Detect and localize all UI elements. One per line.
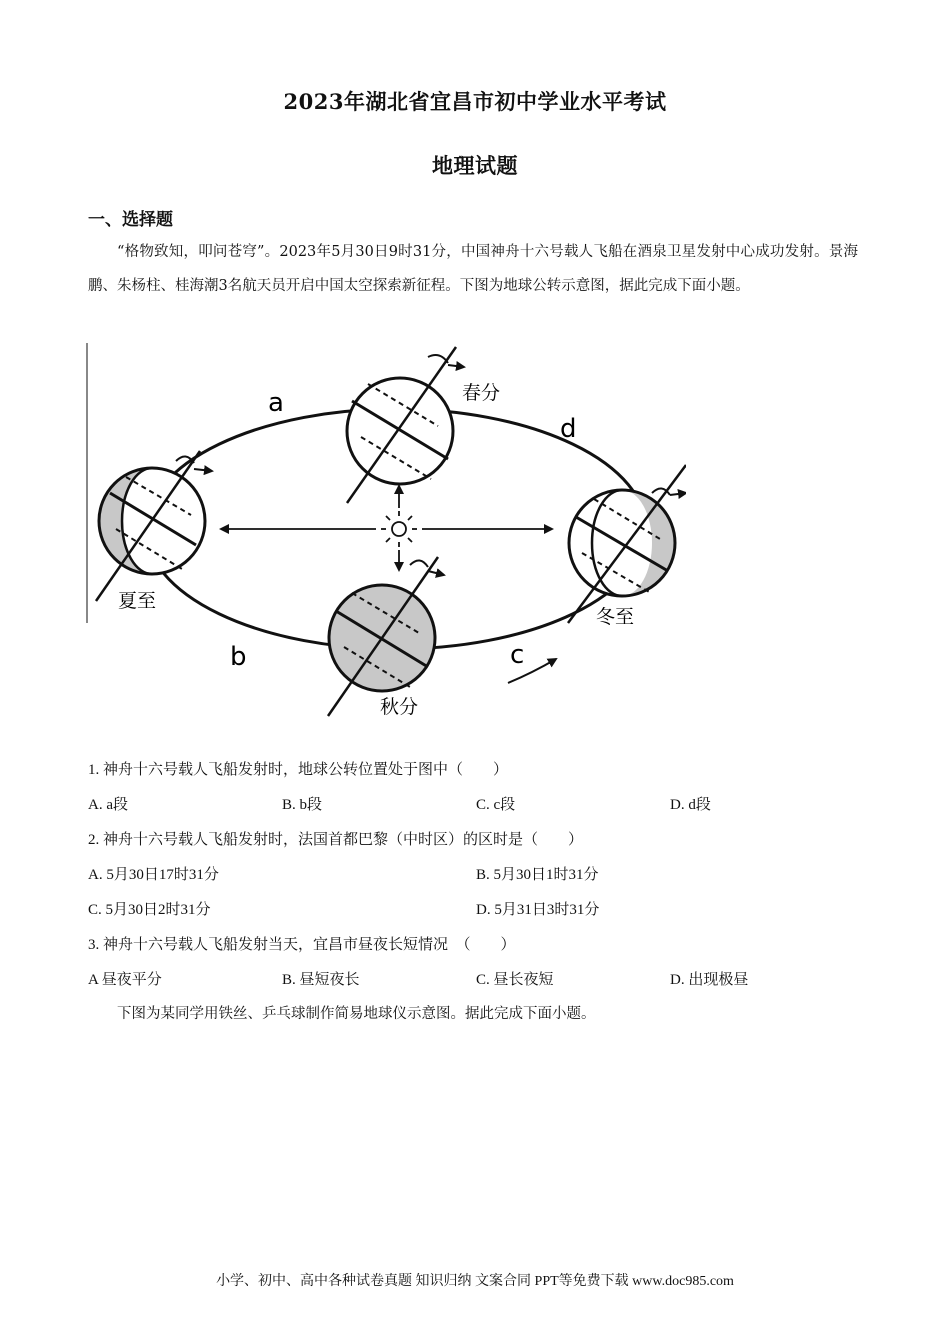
label-summer-solstice: 夏至 [118, 590, 157, 612]
label-spring-equinox: 春分 [462, 382, 501, 404]
question-3-option-a: A 昼夜平分 [88, 972, 162, 988]
intro-paragraph: “格物致知，叩问苍穹”。2023年5月30日9时31分，中国神舟十六号载人飞船在酒泉卫星发射中心成功发射。景海鹏、朱杨柱、桂海潮3名航天员开启中国太空探索新征程。下图为地球公转示意图，据此完成下面小题。 [88, 244, 858, 294]
page-footer: 小学、初中、高中各种试卷真题 知识归纳 文案合同 PPT等免费下载 www.doc985.com [216, 1274, 734, 1289]
label-d: d [560, 414, 577, 444]
question-2-option-d: D. 5月31日3时31分 [476, 902, 600, 918]
label-c: c [510, 640, 525, 670]
question-2-option-b: B. 5月30日1时31分 [476, 867, 599, 883]
label-b: b [230, 642, 247, 672]
question-3-option-b: B. 昼短夜长 [282, 972, 360, 988]
exam-title: 2023年湖北省宜昌市初中学业水平考试 [283, 89, 667, 114]
question-1-option-a: A. a段 [88, 797, 128, 813]
question-1-option-b: B. b段 [282, 797, 323, 813]
globe-spring-equinox [347, 347, 464, 503]
intro-paragraph-2: 下图为某同学用铁丝、乒乓球制作简易地球仪示意图。据此完成下面小题。 [117, 1006, 596, 1022]
question-3-option-c: C. 昼长夜短 [476, 972, 554, 988]
label-autumn-equinox: 秋分 [380, 696, 419, 718]
globe-winter-solstice [568, 465, 686, 623]
question-1-option-d: D. d段 [670, 797, 711, 813]
earth-revolution-diagram [86, 343, 686, 723]
question-3-option-d: D. 出现极昼 [670, 972, 749, 988]
label-winter-solstice: 冬至 [596, 606, 635, 628]
question-3-stem: 3. 神舟十六号载人飞船发射当天，宜昌市昼夜长短情况 （ ） [88, 937, 516, 953]
question-2-option-a: A. 5月30日17时31分 [88, 867, 219, 883]
globe-autumn-equinox [328, 557, 444, 716]
question-2-stem: 2. 神舟十六号载人飞船发射时，法国首都巴黎（中时区）的区时是（ ） [88, 832, 584, 848]
question-1-stem: 1. 神舟十六号载人飞船发射时，地球公转位置处于图中（ ） [88, 762, 509, 778]
label-a: a [268, 388, 284, 418]
section-title: 一、选择题 [88, 210, 173, 230]
question-1-option-c: C. c段 [476, 797, 516, 813]
globe-summer-solstice [96, 451, 212, 601]
sun-icon [381, 511, 417, 547]
exam-subtitle: 地理试题 [432, 153, 518, 178]
question-2-option-c: C. 5月30日2时31分 [88, 902, 211, 918]
